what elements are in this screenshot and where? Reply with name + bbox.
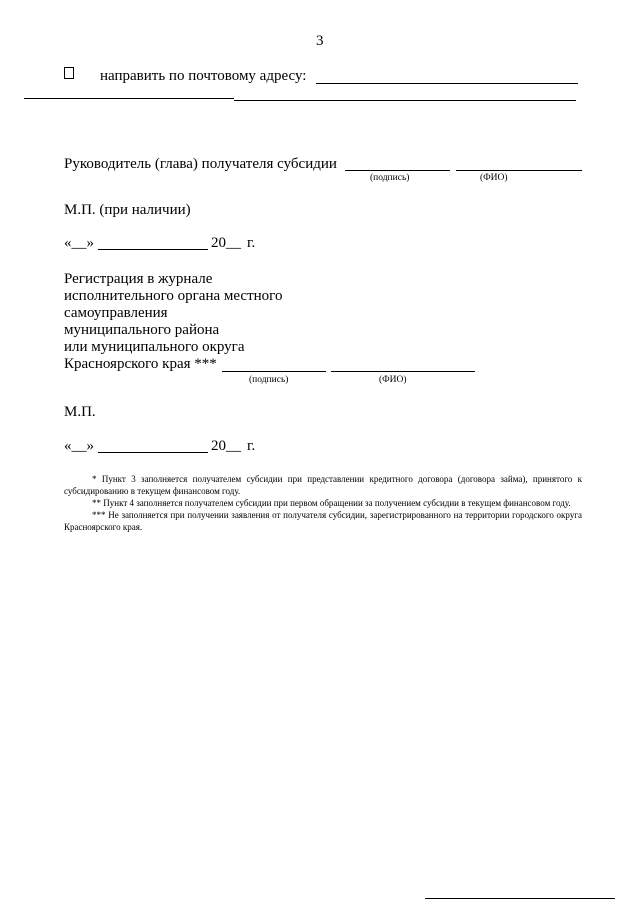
date-2-year-suffix: г. xyxy=(247,438,256,454)
bottom-divider xyxy=(425,898,615,899)
footnote-3: *** Не заполняется при получении заявления от получателя субсидии, зарегистрированного на территории городского округа Красноярского края. xyxy=(64,510,582,532)
date-1-year: 20__ xyxy=(211,235,241,251)
registration-line: или муниципального округа xyxy=(64,339,245,355)
head-signature-caption: (подпись) xyxy=(370,173,410,183)
postal-address-label: направить по почтовому адресу: xyxy=(100,68,307,84)
footnote-2: ** Пункт 4 заполняется получателем субсидии при первом обращении за получением субсидии в текущем финансовом году. xyxy=(92,498,571,508)
postal-address-field[interactable] xyxy=(316,83,578,84)
head-signature-label: Руководитель (глава) получателя субсидии xyxy=(64,156,337,172)
stamp-note-2: М.П. xyxy=(64,404,96,420)
page-number: 3 xyxy=(316,33,324,49)
footnotes xyxy=(64,473,582,533)
date-1-day: «__» xyxy=(64,235,94,251)
footnote-1: * Пункт 3 заполняется получателем субсидии при представлении кредитного договора (договора займа), принятого к субсидированию в текущем финансовом году. xyxy=(64,474,582,496)
registration-line: Красноярского края *** xyxy=(64,356,217,372)
registration-line: самоуправления xyxy=(64,305,168,321)
head-name-field[interactable] xyxy=(456,170,582,171)
registration-name-caption: (ФИО) xyxy=(379,375,407,385)
postal-address-continuation-right[interactable] xyxy=(234,100,576,101)
registration-line: исполнительного органа местного xyxy=(64,288,283,304)
postal-checkbox[interactable] xyxy=(64,67,74,79)
registration-name-field[interactable] xyxy=(331,371,475,372)
date-1-year-suffix: г. xyxy=(247,235,256,251)
registration-signature-caption: (подпись) xyxy=(249,375,289,385)
registration-line: Регистрация в журнале xyxy=(64,271,213,287)
stamp-note-1: М.П. (при наличии) xyxy=(64,202,191,218)
registration-text xyxy=(64,271,282,373)
head-signature-field[interactable] xyxy=(345,170,450,171)
date-2-month-field[interactable] xyxy=(98,452,208,453)
registration-line: муниципального района xyxy=(64,322,220,338)
date-2-year: 20__ xyxy=(211,438,241,454)
date-1-month-field[interactable] xyxy=(98,249,208,250)
date-2-day: «__» xyxy=(64,438,94,454)
postal-address-continuation-left[interactable] xyxy=(24,98,234,99)
registration-signature-field[interactable] xyxy=(222,371,326,372)
head-name-caption: (ФИО) xyxy=(480,173,508,183)
